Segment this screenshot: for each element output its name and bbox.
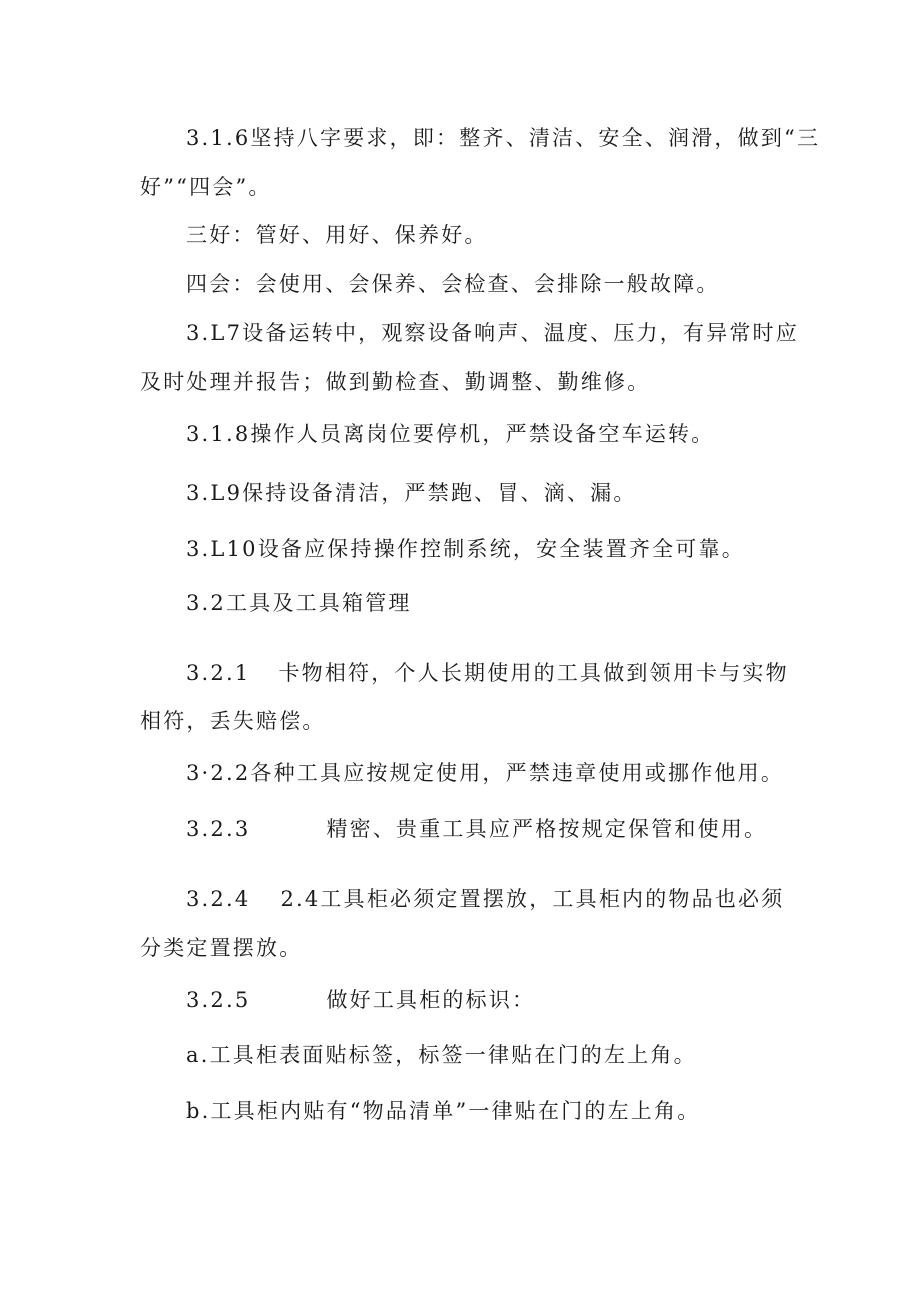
paragraph-three-good: 三好：管好、用好、保养好。 (186, 223, 488, 247)
item-number: 3.2.5 (186, 988, 251, 1012)
paragraph-3-1-8: 3.1.8操作人员离岗位要停机，严禁设备空车运转。 (186, 422, 715, 446)
paragraph-item-a: a.工具柜表面贴标签，标签一律贴在门的左上角。 (186, 1043, 697, 1067)
paragraph-3-2-4-line-2: 分类定置摆放。 (140, 936, 303, 960)
section-heading-3-2: 3.2工具及工具箱管理 (186, 591, 412, 615)
paragraph-3-2-2: 3·2.2各种工具应按规定使用，严禁违章使用或挪作他用。 (186, 761, 785, 785)
paragraph-four-skills: 四会：会使用、会保养、会检查、会排除一般故障。 (186, 272, 720, 296)
paragraph-3-1-10: 3.L10设备应保持操作控制系统，安全装置齐全可靠。 (186, 537, 745, 561)
paragraph-3-1-9: 3.L9保持设备清洁，严禁跑、冒、滴、漏。 (186, 481, 637, 505)
item-text: 做好工具柜的标识： (326, 988, 536, 1012)
item-text: 卡物相符，个人长期使用的工具做到领用卡与实物 (278, 661, 789, 685)
item-text: 2.4工具柜必须定置摆放，工具柜内的物品也必须 (280, 887, 785, 911)
item-number: 3.2.4 (186, 887, 251, 911)
paragraph-3-1-7-line-2: 及时处理并报告；做到勤检查、勤调整、勤维修。 (140, 370, 651, 394)
paragraph-3-2-1-line-2: 相符，丢失赔偿。 (140, 709, 326, 733)
paragraph-item-b: b.工具柜内贴有“物品清单”一律贴在门的左上角。 (186, 1099, 701, 1123)
paragraph-3-2-5 (186, 986, 836, 1014)
item-text: 精密、贵重工具应严格按规定保管和使用。 (326, 817, 768, 841)
paragraph-3-2-1-line-1 (186, 659, 836, 687)
paragraph-3-2-3 (186, 815, 836, 843)
paragraph-3-1-6-line-2: 好”“四会”。 (140, 175, 272, 199)
item-number: 3.2.1 (186, 661, 251, 685)
paragraph-3-2-4-line-1 (186, 885, 836, 913)
paragraph-3-1-6-line-1: 3.1.6坚持八字要求，即：整齐、清洁、安全、润滑，做到“三 (186, 126, 821, 150)
paragraph-3-1-7-line-1: 3.L7设备运转中，观察设备响声、温度、压力，有异常时应 (186, 321, 799, 345)
item-number: 3.2.3 (186, 817, 251, 841)
